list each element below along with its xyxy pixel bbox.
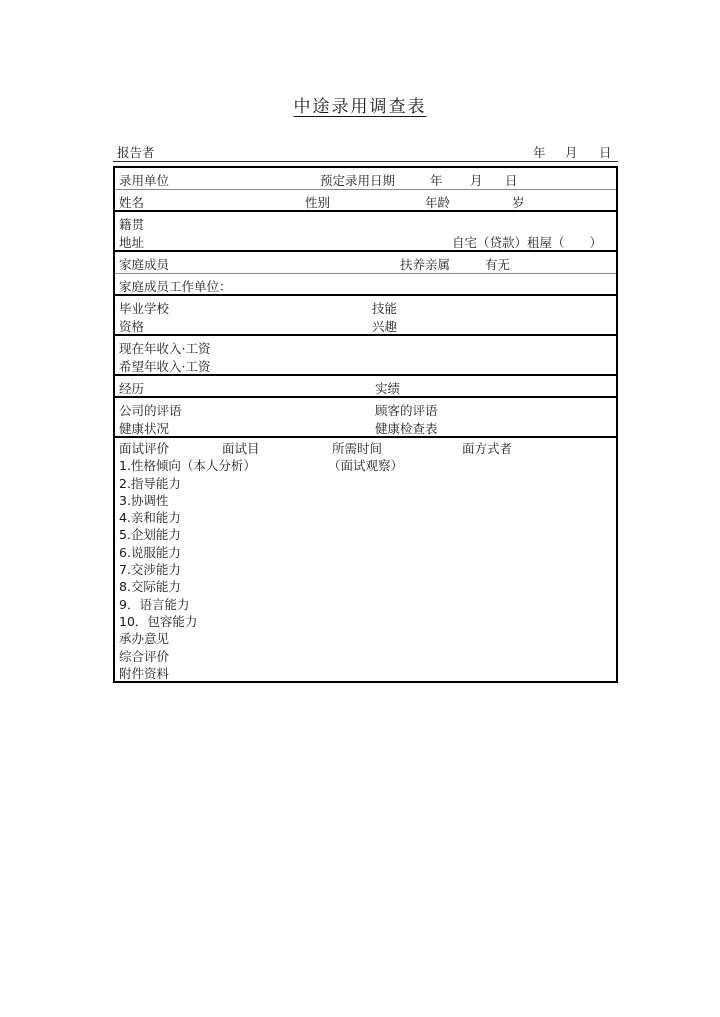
row-income: [115, 336, 616, 376]
current-income-label: 现在年收入·工资: [119, 341, 211, 356]
interview-item-affinity: 4.亲和能力: [119, 510, 181, 526]
customer-comment-label: 顾客的评语: [375, 403, 438, 418]
address-label: 地址: [119, 235, 145, 250]
attachment-label: 附件资料: [119, 665, 170, 681]
yes-no-label: 有无: [485, 257, 511, 272]
row-family-members: [115, 252, 616, 274]
row-comments-health: [115, 398, 616, 438]
personality-label: 1.性格倾向（本人分析）: [119, 458, 256, 474]
row-origin-address: [115, 212, 616, 252]
housing-options: 自宅（贷款）租屋（ ）: [451, 235, 602, 250]
age-unit-label: 岁: [512, 195, 525, 210]
achievement-label: 实绩: [375, 381, 401, 396]
age-label: 年龄: [425, 195, 451, 210]
interview-time-label: 所需时间: [332, 441, 383, 456]
school-label: 毕业学校: [119, 301, 170, 316]
interview-item-coordination: 3.协调性: [119, 492, 169, 508]
interview-subject-label: 面试目: [222, 441, 260, 456]
month-label: 月: [470, 173, 483, 188]
year-label: 年: [430, 173, 443, 188]
skill-label: 技能: [372, 301, 398, 316]
planned-date-label: 预定录用日期: [320, 173, 396, 188]
row-school-skill: [115, 296, 616, 336]
row-experience: [115, 376, 616, 398]
reporter-day-label: 日: [599, 145, 612, 160]
birthplace-label: 籍贯: [119, 217, 145, 232]
interviewer-label: 面方式者: [462, 441, 513, 456]
reporter-label: 报告者: [117, 145, 155, 160]
hiring-unit-label: 录用单位: [119, 173, 170, 188]
interview-item-personality: [115, 457, 616, 474]
name-label: 姓名: [119, 195, 145, 210]
experience-label: 经历: [119, 381, 145, 396]
row-name-gender-age: [115, 190, 616, 212]
interview-item-planning: 5.企划能力: [119, 527, 181, 543]
handler-opinion-label: 承办意见: [119, 631, 170, 647]
interest-label: 兴趣: [372, 319, 398, 334]
gender-label: 性别: [305, 195, 331, 210]
row-interview-evaluation: [115, 438, 616, 681]
interview-item-negotiation: 7.交涉能力: [119, 562, 181, 578]
row-family-workplace: [115, 274, 616, 296]
interview-header: [115, 440, 616, 457]
interview-item-tolerance: 10．包容能力: [119, 613, 198, 629]
reporter-month-label: 月: [565, 145, 578, 160]
reporter-year-label: 年: [533, 145, 546, 160]
family-workplace-label: 家庭成员工作单位：: [119, 279, 232, 294]
form-title: 中途录用调查表: [293, 97, 427, 117]
interview-item-social: 8.交际能力: [119, 579, 181, 595]
family-label: 家庭成员: [119, 257, 170, 272]
day-label: 日: [505, 173, 518, 188]
qualification-label: 资格: [119, 319, 145, 334]
dependents-label: 扶养亲属: [400, 257, 451, 272]
health-label: 健康状况: [119, 421, 170, 436]
overall-evaluation-label: 综合评价: [119, 648, 170, 664]
interview-item-guidance: 2.指导能力: [119, 475, 181, 491]
interview-item-language: 9．语言能力: [119, 596, 190, 612]
interview-eval-label: 面试评价: [119, 441, 170, 456]
desired-income-label: 希望年收入·工资: [119, 359, 211, 374]
survey-table: [113, 166, 618, 683]
interview-item-persuasion: 6.说服能力: [119, 544, 181, 560]
reporter-row: [113, 141, 618, 162]
health-check-label: 健康检查表: [375, 421, 438, 436]
row-hiring-unit: [115, 168, 616, 190]
company-comment-label: 公司的评语: [119, 403, 182, 418]
interview-observe-label: （面试观察）: [328, 458, 404, 474]
